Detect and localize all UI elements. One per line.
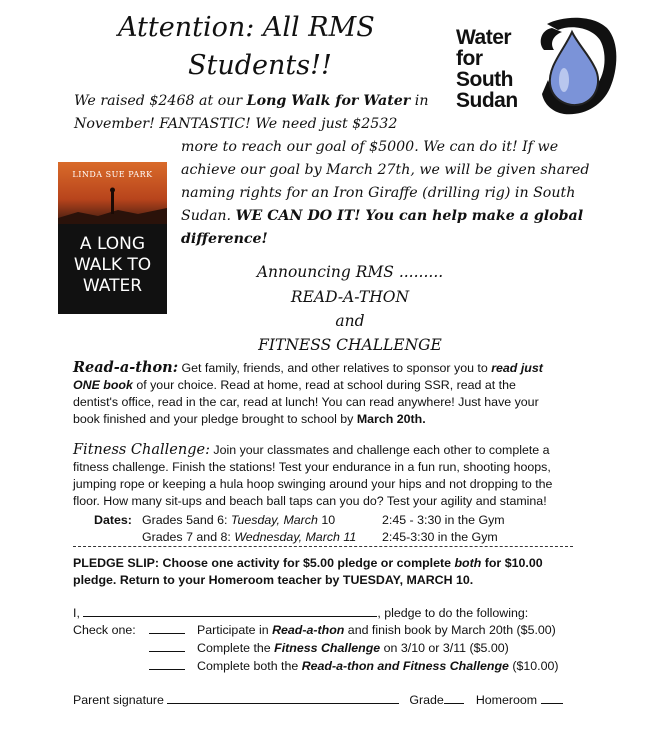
homeroom-field[interactable] (541, 692, 563, 704)
announcement-line: FITNESS CHALLENGE (258, 336, 442, 354)
intro-line: naming rights for an Iron Giraffe (drilling rig) in South (181, 185, 576, 201)
fitness-line: floor. How many sit-ups and beach ball taps can you do? Test your agility and stamina! (73, 494, 547, 508)
readathon-line (73, 359, 543, 377)
intro-continued (181, 136, 590, 251)
readathon-emphasis: read just (491, 361, 543, 375)
book-title (58, 234, 167, 297)
name-suffix: , pledge to do the following: (377, 606, 529, 620)
fitness-line: fitness challenge. Finish the stations! Test your endurance in a fun run, shooting hoops, (73, 460, 551, 474)
pledge-option-readathon (73, 622, 556, 639)
dates-time: 2:45 - 3:30 in the Gym (382, 513, 505, 527)
fitness-line (73, 442, 552, 459)
pledge-emphasis: both (454, 556, 482, 570)
dates-row (94, 529, 505, 546)
name-field[interactable] (83, 605, 377, 617)
readathon-line: dentist's office, read in the car, read at lunch! You can read anywhere! Just have your (73, 395, 539, 409)
readathon-emphasis: ONE book (73, 378, 133, 392)
option-text: Complete the (197, 641, 275, 655)
name-pledge-line (73, 605, 528, 622)
grade-label: Grade (409, 693, 444, 707)
fitness-heading: Fitness Challenge: (73, 442, 210, 458)
option-emphasis: Fitness Challenge (274, 641, 381, 655)
book-cover-image (58, 162, 167, 314)
option-text: Participate in (197, 623, 273, 637)
pledge-text: for $10.00 (481, 556, 543, 570)
pledge-option-fitness (73, 640, 509, 657)
logo-text (456, 27, 518, 111)
readathon-heading: Read-a-thon: (73, 359, 179, 376)
logo-line: Water (456, 26, 512, 49)
option-text: Complete both the (197, 659, 302, 673)
intro-line: more to reach our goal of $5000. We can do it! If we (181, 139, 559, 155)
readathon-line (73, 377, 543, 394)
parent-signature-field[interactable] (167, 692, 399, 704)
book-title-line: WATER (82, 276, 143, 296)
intro-text: We raised $2468 at our (74, 93, 247, 109)
dates-row (94, 512, 505, 529)
pledge-slip-heading (73, 555, 543, 589)
dates-day-number: 10 (317, 513, 336, 527)
dates-grades: Grades 5and 6: (142, 513, 228, 527)
signature-line (73, 692, 563, 709)
readathon-section (73, 359, 543, 428)
grade-field[interactable] (444, 692, 464, 704)
intro-line: November! FANTASTIC! We need just $2532 (74, 116, 398, 132)
dates-time: 2:45-3:30 in the Gym (382, 530, 498, 544)
readathon-line (73, 411, 543, 428)
fitness-section (73, 442, 552, 510)
readathon-text: of your choice. Read at home, read at school during SSR, read at the (132, 378, 516, 392)
page-title-line2: Students!! (188, 50, 332, 81)
book-author: LINDA SUE PARK (72, 170, 153, 179)
pledge-line: pledge. Return to your Homeroom teacher by TUESDAY, MARCH 10. (73, 573, 474, 587)
option-text: ($10.00) (508, 659, 559, 673)
readathon-text: book finished and your pledge brought to school by (73, 412, 357, 426)
dates-grades: Grades 7 and 8: (142, 530, 231, 544)
dates-label: Dates: (94, 513, 132, 527)
name-prefix: I, (73, 606, 84, 620)
cut-line-divider (73, 546, 573, 547)
dates-table (94, 512, 505, 546)
dates-day: Tuesday, March (230, 513, 318, 527)
announcement-line: READ-A-THON (290, 288, 410, 306)
book-title-line: WALK TO (73, 255, 152, 275)
checkbox-readathon[interactable] (149, 622, 185, 634)
option-emphasis: Read-a-thon and Fitness Challenge (301, 659, 509, 673)
event-name: Long Walk for Water (246, 93, 411, 109)
option-text: and finish book by March 20th ($5.00) (344, 623, 556, 637)
checkbox-fitness[interactable] (149, 640, 185, 652)
intro-text: Sudan. (181, 208, 236, 224)
announcement-line: and (335, 312, 365, 330)
readathon-text: Get family, friends, and other relatives to sponsor you to (178, 361, 492, 375)
book-title-line: A LONG (79, 234, 146, 254)
intro-emphasis: difference! (181, 231, 268, 247)
announcement-line: Announcing RMS ......... (256, 263, 444, 281)
checkbox-both[interactable] (149, 658, 185, 670)
logo-line: Sudan (456, 89, 518, 112)
homeroom-label: Homeroom (475, 693, 541, 707)
fitness-line: jumping rope or keeping a hula hoop swinging around your hips and not dropping to the (73, 477, 553, 491)
intro-line (74, 90, 428, 113)
parent-signature-label: Parent signature (73, 693, 168, 707)
intro-text: in (410, 93, 429, 109)
check-one-label: Check one: (73, 623, 136, 637)
fitness-text: Join your classmates and challenge each other to complete a (209, 443, 550, 457)
logo-line: for (456, 47, 483, 70)
readathon-deadline: March 20th. (356, 412, 426, 426)
pledge-option-both (73, 658, 559, 675)
logo-line: South (456, 68, 513, 91)
intro-line (181, 228, 590, 251)
intro-emphasis: WE CAN DO IT! You can help make a global (235, 208, 584, 224)
pledge-text: PLEDGE SLIP: Choose one activity for $5.00 pledge or complete (73, 556, 455, 570)
page-title-line1: Attention: All RMS (118, 12, 375, 43)
option-text: on 3/10 or 3/11 ($5.00) (380, 641, 509, 655)
dates-day: Wednesday, March 11 (234, 530, 357, 544)
intro-line (181, 205, 590, 228)
pledge-line (73, 555, 543, 572)
option-emphasis: Read-a-thon (272, 623, 345, 637)
intro-line: achieve our goal by March 27th, we will be given shared (181, 162, 590, 178)
